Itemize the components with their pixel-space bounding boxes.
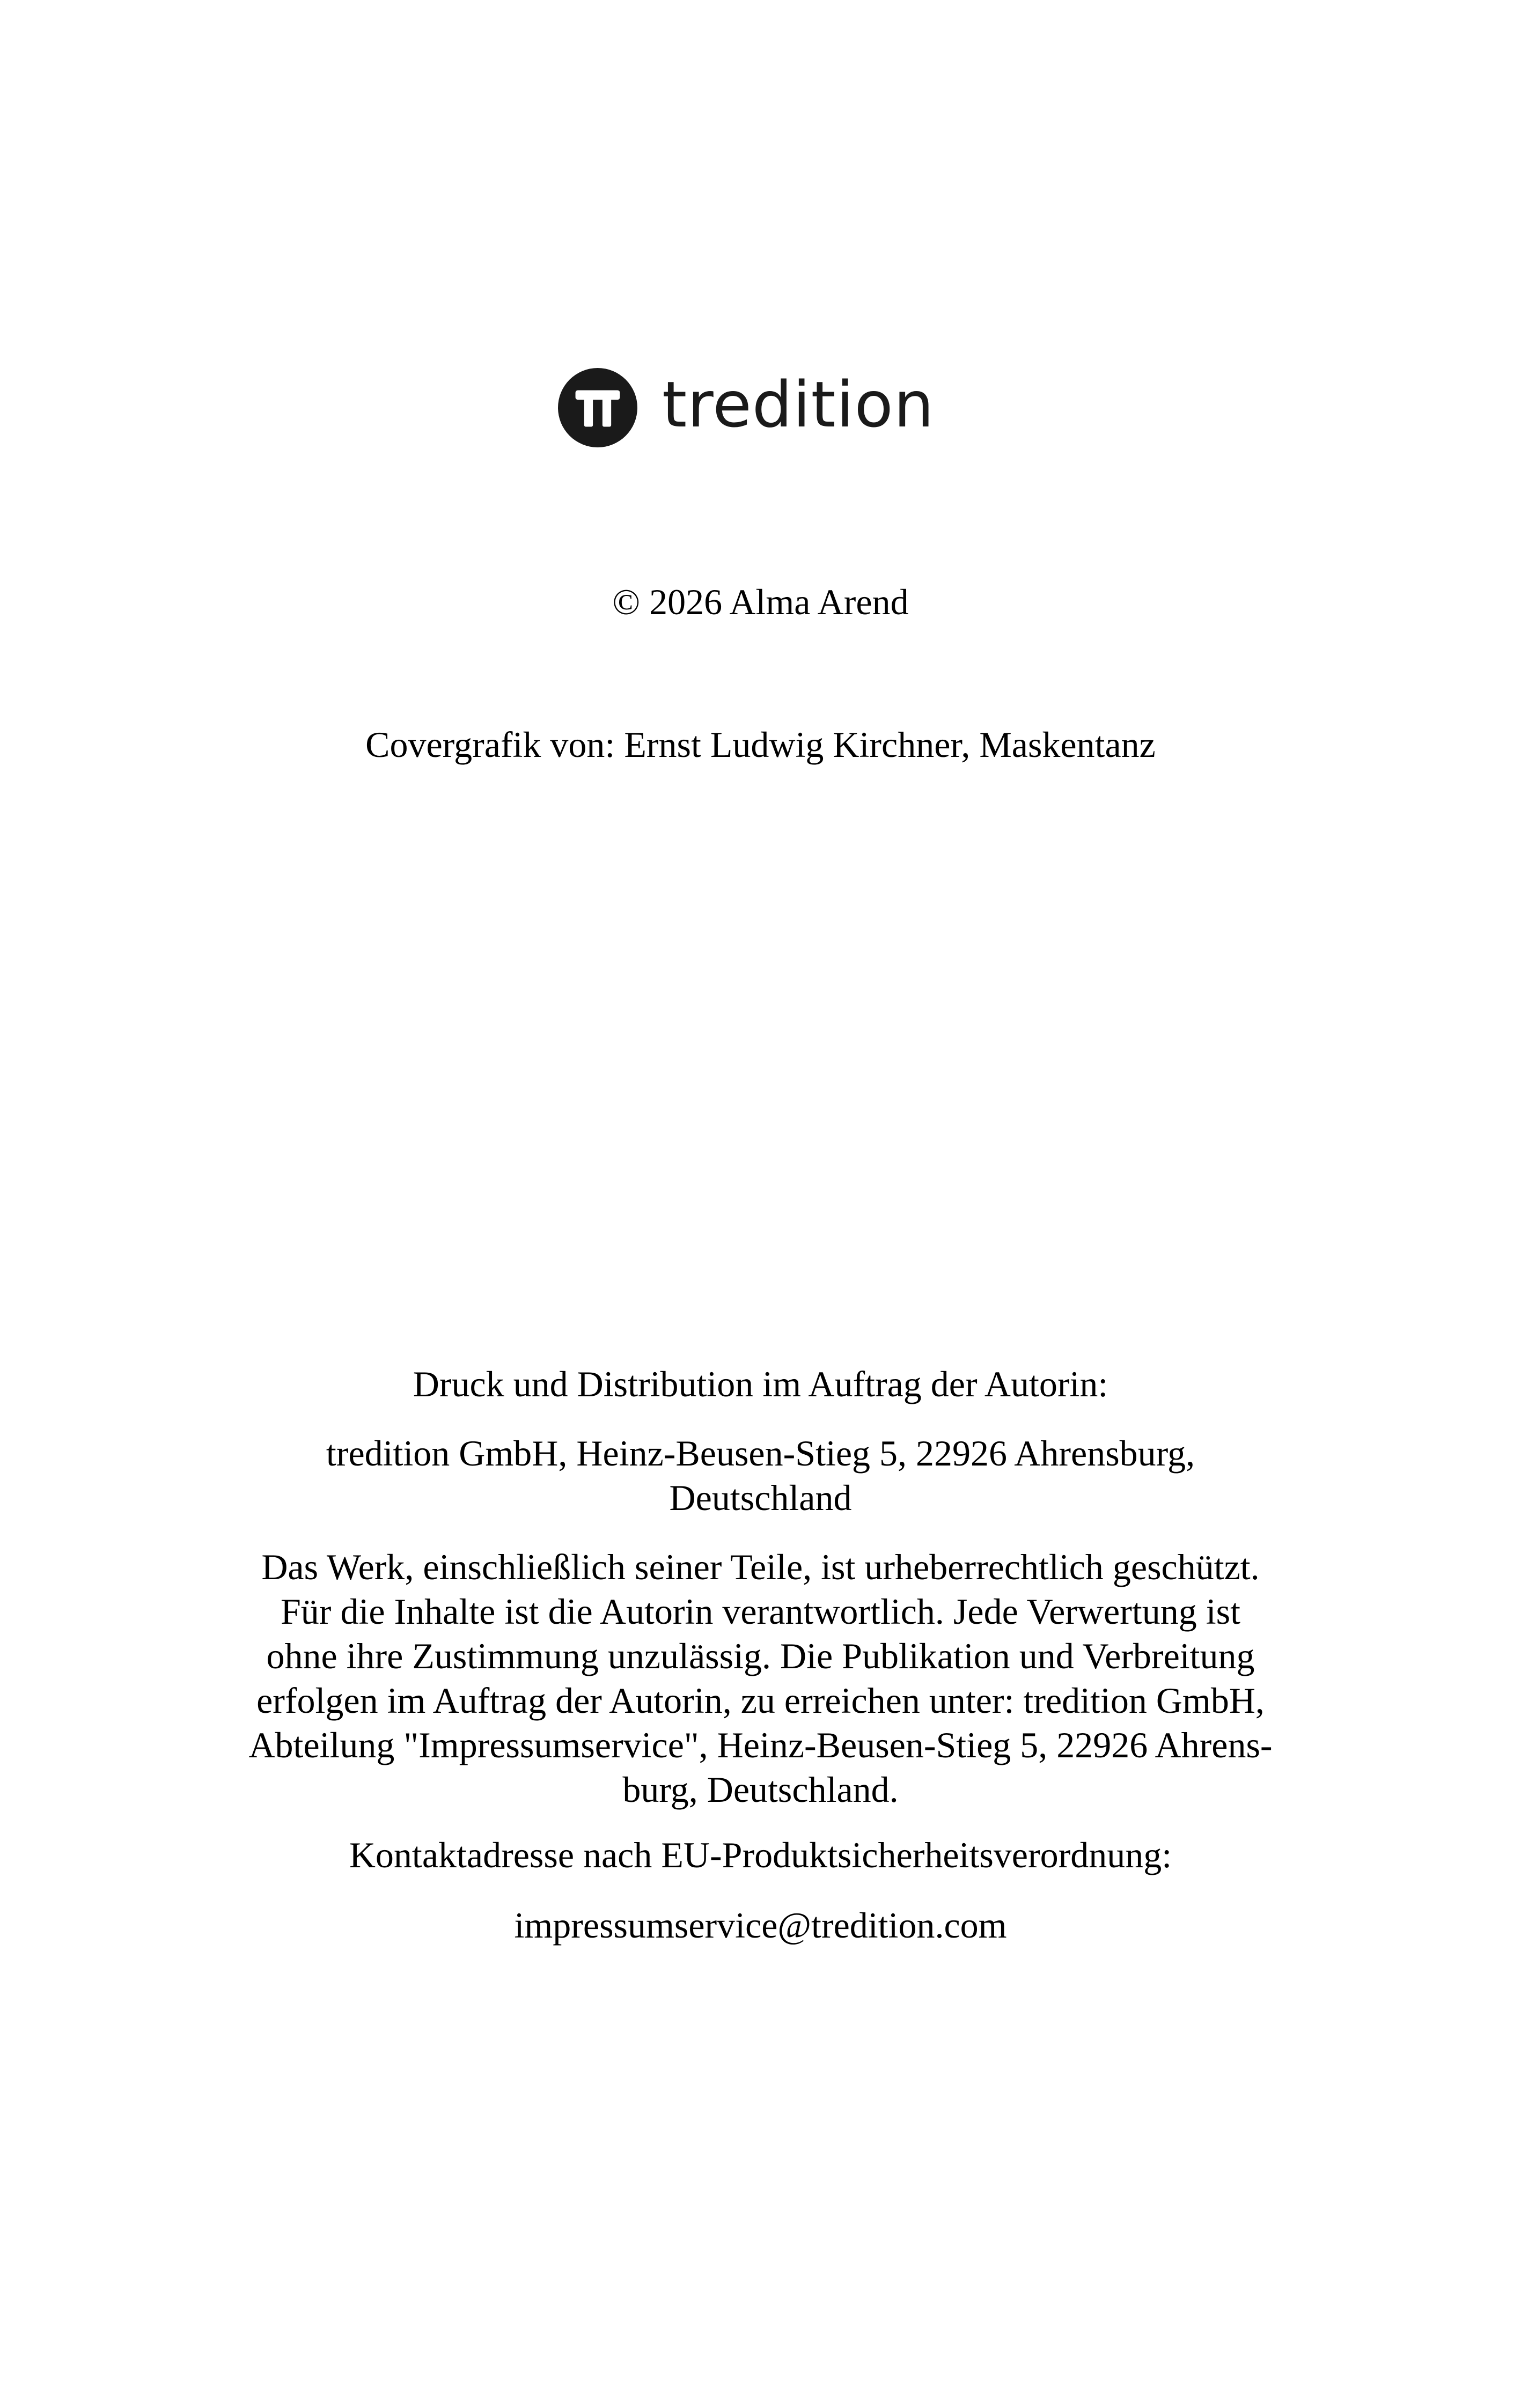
- contact-label: Kontaktadresse nach EU-Produktsicherheitsverordnung:: [349, 1835, 1172, 1875]
- legal-line: Abteilung "Impressumservice", Heinz-Beusen-Stieg 5, 22926 Ahrens-: [248, 1725, 1273, 1765]
- legal-line: erfolgen im Auftrag der Autorin, zu erreichen unter: tredition GmbH,: [256, 1680, 1265, 1721]
- tredition-t-logo-icon: [558, 368, 637, 447]
- contact-email: impressumservice@tredition.com: [514, 1905, 1007, 1946]
- legal-line: ohne ihre Zustimmung unzulässig. Die Publikation und Verbreitung: [266, 1636, 1255, 1676]
- publisher-wordmark: tredition: [662, 367, 935, 441]
- legal-line: Für die Inhalte ist die Autorin verantwortlich. Jede Verwertung ist: [280, 1591, 1241, 1632]
- publisher-address: [161, 1431, 1360, 1520]
- distribution-heading: Druck und Distribution im Auftrag der Autorin:: [413, 1364, 1108, 1404]
- copyright-notice: © 2026 Alma Arend: [612, 581, 909, 622]
- address-line: Deutschland: [669, 1477, 852, 1518]
- legal-notice: [161, 1545, 1360, 1812]
- legal-line: burg, Deutschland.: [622, 1769, 899, 1810]
- legal-line: Das Werk, einschließlich seiner Teile, ist urheberrechtlich geschützt.: [261, 1547, 1260, 1587]
- cover-credit: Covergrafik von: Ernst Ludwig Kirchner, Maskentanz: [365, 724, 1156, 765]
- address-line: tredition GmbH, Heinz-Beusen-Stieg 5, 22926 Ahrensburg,: [326, 1433, 1195, 1474]
- publisher-logo: [558, 367, 935, 448]
